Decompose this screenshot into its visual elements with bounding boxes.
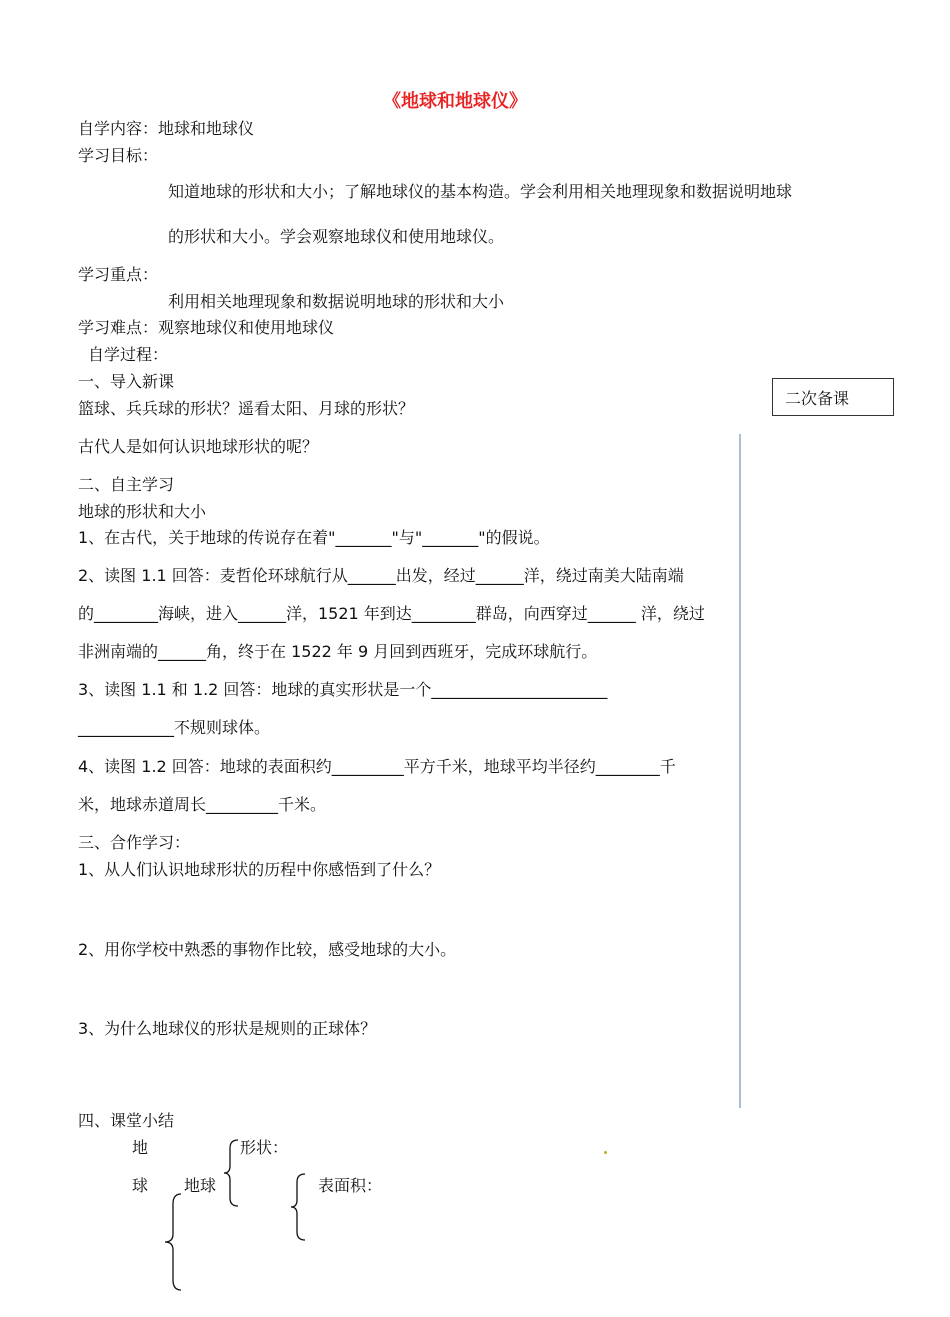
section2-heading: 二、自主学习 — [78, 475, 175, 494]
section2-item2-line3: 非洲南端的______角，终于在 1522 年 9 月回到西班牙，完成环球航行。 — [78, 642, 598, 661]
summary-brace-area — [291, 1172, 307, 1242]
side-note-label: 二次备课 — [785, 389, 850, 408]
section2-subheading: 地球的形状和大小 — [78, 502, 207, 521]
stray-dot — [604, 1151, 607, 1154]
section3-heading: 三、合作学习： — [78, 833, 191, 852]
process-label: 自学过程： — [88, 345, 169, 364]
summary-shape-label: 形状： — [240, 1138, 289, 1157]
section3-q1: 1、从人们认识地球形状的历程中你感悟到了什么？ — [78, 860, 441, 879]
summary-area-label: 表面积： — [318, 1176, 383, 1195]
page-title: 《地球和地球仪》 — [383, 91, 527, 112]
section2-item2-line2: 的________海峡，进入______洋，1521 年到达________群岛，向西穿过______ 洋，绕过 — [78, 604, 705, 623]
section2-item4-line2: 米，地球赤道周长_________千米。 — [78, 795, 327, 814]
section2-item3-line1: 3、读图 1.1 和 1.2 回答：地球的真实形状是一个______________________ — [78, 680, 608, 699]
summary-char-di: 地 — [132, 1138, 149, 1157]
focus-label: 学习重点： — [78, 265, 159, 284]
section1-q1: 篮球、兵兵球的形状？遥看太阳、月球的形状？ — [78, 399, 415, 418]
section4-heading: 四、课堂小结 — [78, 1111, 175, 1130]
section3-q3: 3、为什么地球仪的形状是规则的正球体？ — [78, 1019, 377, 1038]
summary-char-qiu: 球 — [132, 1176, 149, 1195]
summary-earth-label: 地球 — [184, 1176, 217, 1195]
section2-item4-line1: 4、读图 1.2 回答：地球的表面积约_________平方千米，地球平均半径约________千 — [78, 757, 676, 776]
section2-item3-line2: ____________不规则球体。 — [78, 718, 271, 737]
goals-label: 学习目标： — [78, 146, 159, 165]
section1-heading: 一、导入新课 — [78, 372, 175, 391]
content-line: 自学内容：地球和地球仪 — [78, 119, 255, 138]
summary-brace-outer — [165, 1192, 183, 1292]
section1-q2: 古代人是如何认识地球形状的呢？ — [78, 437, 319, 456]
goals-line-1: 知道地球的形状和大小；了解地球仪的基本构造。学会利用相关地理现象和数据说明地球 — [168, 182, 793, 201]
margin-divider — [739, 434, 741, 1108]
side-note-box — [772, 378, 894, 416]
difficulty-line: 学习难点：观察地球仪和使用地球仪 — [78, 318, 335, 337]
summary-brace-inner — [224, 1138, 240, 1208]
section2-item2-line1: 2、读图 1.1 回答：麦哲伦环球航行从______出发，经过______洋，绕过南美大陆南端 — [78, 566, 684, 585]
focus-text: 利用相关地理现象和数据说明地球的形状和大小 — [168, 292, 505, 311]
goals-line-2: 的形状和大小。学会观察地球仪和使用地球仪。 — [168, 227, 505, 246]
section2-item1: 1、在古代，关于地球的传说存在着"_______"与"_______"的假说。 — [78, 528, 550, 547]
section3-q2: 2、用你学校中熟悉的事物作比较，感受地球的大小。 — [78, 940, 457, 959]
